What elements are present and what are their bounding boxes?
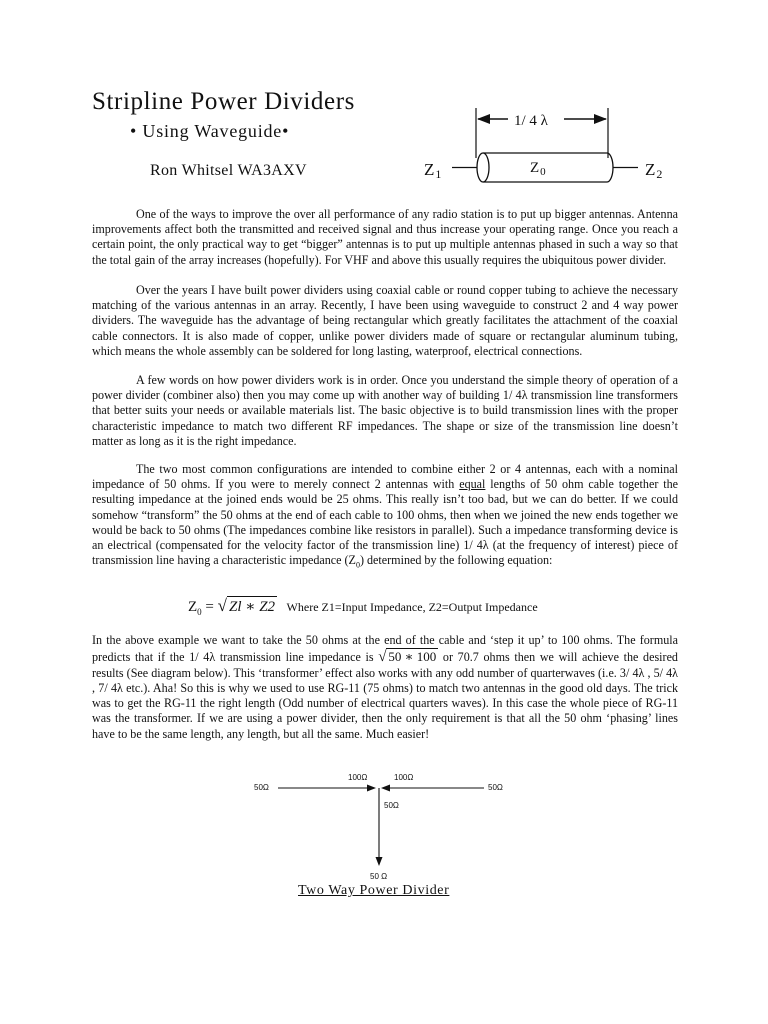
left-100-label: 100Ω: [348, 773, 368, 782]
z2-label: Z2: [645, 160, 663, 181]
quarter-wave-label: 1/ 4 λ: [514, 113, 548, 129]
paragraph-example: In the above example we want to take the 50 ohms at the end of the cable and ‘step it up’ to 100 ohms. The formula predicts that if the 1/ 4λ transmission line impedance is √ 50 ∗ 100 or 70.7 ohms then we will achieve the desired results (See diagram below). This ‘transformer’ effect also works with any odd number of quarterwaves (i.e. 3/ 4λ , 5/ 4λ , 7/ 4λ etc.). Aha! So this is why we used to use RG-11 (75 ohms) to match two antennas in the good old days. The trick was to get the RG-11 the right length (Odd number of electrical quarters waves). In this case the whole piece of RG-11 was the transformer. If we are using a power divider, then the only requirement is that all the 50 ohm ‘phasing’ lines have to be the same length, any length, but all the same. Much easier!: [92, 633, 678, 741]
paragraph-theory: A few words on how power dividers work is in order. Once you understand the simple theory of operation of a power divider (combiner also) then you may come up with another way of building 1/ 4λ transmission line transformers that better suits your needs or available materials list. The basic objective is to build transmission lines with the proper characteristic impedance to match two different RF impedances. The shape or size of the transmission line doesn’t matter as long as it is the right impedance.: [92, 373, 678, 448]
quarter-wave-cable-diagram: [410, 100, 680, 200]
junction-50-label: 50Ω: [384, 801, 399, 810]
paragraph-history: Over the years I have built power dividers using coaxial cable or round copper tubing to achieve the necessary matching of the various antennas in an array. Recently, I have been using waveguide to construct 2 and 4 way power dividers. The waveguide has the advantage of being rectangular which greatly facilitates the attachment of the coaxial cable connectors. It is also made of copper, unlike power dividers made of square or rectangular aluminum tubing, which means the whole assembly can be soldered for long lasting, waterproof, electrical connections.: [92, 283, 678, 358]
output-arrowhead: [376, 857, 383, 866]
emphasis-equal: equal: [459, 477, 486, 492]
output-50-label: 50 Ω: [370, 872, 388, 880]
figure-caption: Two Way Power Divider: [298, 883, 450, 898]
paragraph-configurations: The two most common configurations are intended to combine either 2 or 4 antennas, each with a nominal impedance of 50 ohms. If you were to merely connect 2 antennas with equal lengths of 50 ohm cable together the resulting impedance at the joined ends would be 25 ohms. This really isn’t too bad, but we can do better. If we could somehow “transform” the 50 ohms at the end of each cable to 100 ohms, then when we joined the new ends together we would be back to 50 ohms (The impedances combine like resistors in parallel). Such a impedance transforming device is an electrical (compensated for the velocity factor of the transmission line) 1/ 4λ (at the frequency of interest) piece of transmission line having a characteristic impedance $(Z_0)$ determined by the following equation:: [92, 462, 678, 570]
sqrt-symbol: √: [217, 596, 227, 615]
left-arrowhead: [367, 785, 376, 792]
author-name: Ron Whitsel WA3AXV: [150, 162, 307, 179]
equation-note: Where Z1=Input Impedance, Z2=Output Impedance: [286, 600, 538, 614]
document-subtitle: • Using Waveguide•: [130, 121, 290, 141]
dimension-right-arrowhead: [594, 114, 607, 124]
dimension-left-arrowhead: [477, 114, 490, 124]
z1-label: Z1: [424, 160, 442, 181]
right-100-label: 100Ω: [394, 773, 414, 782]
z0-label: $Z_0$: [530, 160, 546, 178]
cable-end-left: [477, 153, 489, 182]
document-title: Stripline Power Dividers: [92, 88, 355, 115]
paragraph-intro: One of the ways to improve the over all performance of any radio station is to put up bigger antennas. Antenna improvements affect both the transmitted and received signal and thus increase your operating range. Once you reach a certain point, the only practical way to get “bigger” antennas is to put up multiple antennas phased in such a way so that the total gain of the array increases (hopefully). For VHF and above this usually requires the ubiquitous power divider.: [92, 207, 678, 267]
left-50-label: 50Ω: [254, 783, 269, 792]
right-50-label: 50Ω: [488, 783, 503, 792]
right-arrowhead: [381, 785, 390, 792]
two-way-divider-diagram: [250, 768, 530, 880]
impedance-equation: $Z_0$ = √ Zl ∗ Z2 Where Z1=Input Impedance, Z2=Output Impedance: [188, 596, 538, 617]
